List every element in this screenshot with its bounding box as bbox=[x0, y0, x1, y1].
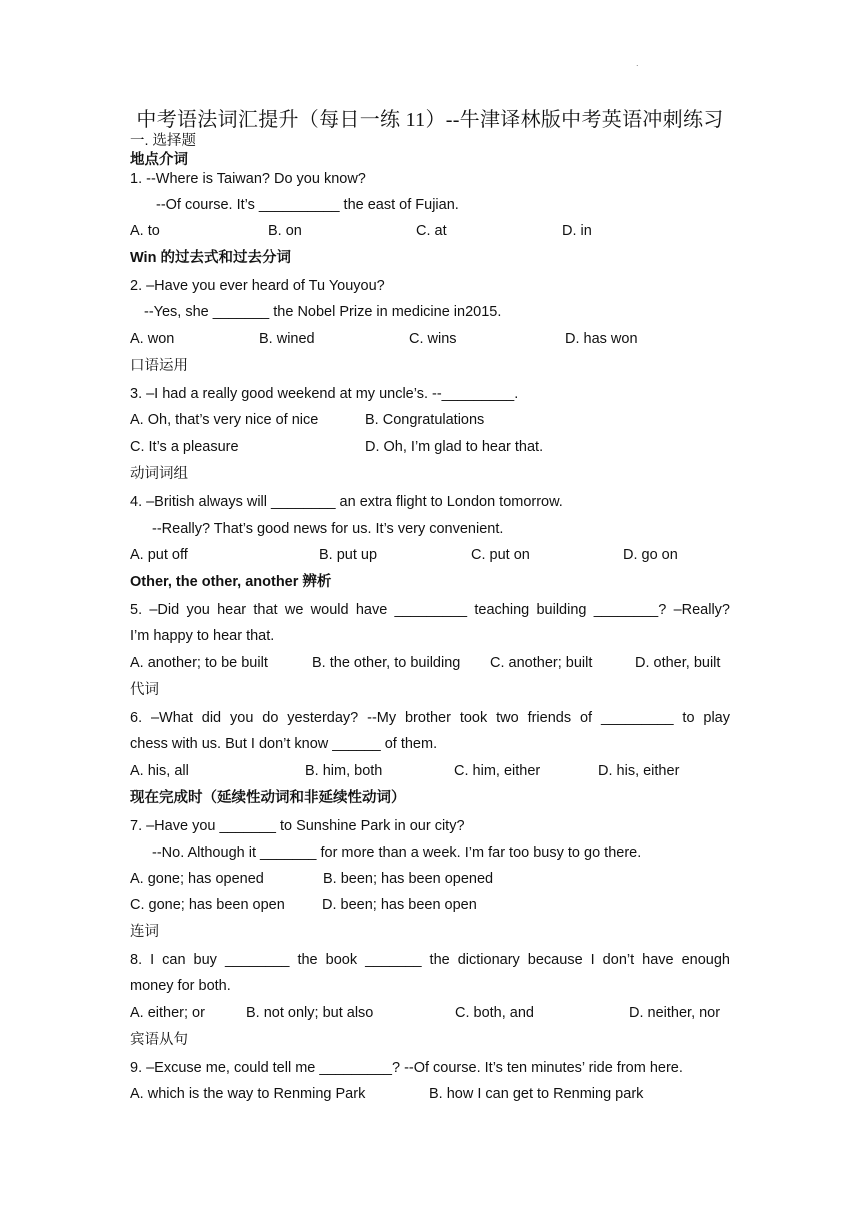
question-stem: 2. –Have you ever heard of Tu Youyou? bbox=[130, 278, 385, 294]
category-heading: Win 的过去式和过去分词 bbox=[130, 250, 291, 266]
answer-option: A. another; to be built bbox=[130, 655, 268, 671]
answer-option: D. neither, nor bbox=[629, 1005, 721, 1021]
question-stem: --Yes, she _______ the Nobel Prize in medicine in2015. bbox=[144, 304, 502, 320]
category-heading: 现在完成时（延续性动词和非延续性动词） bbox=[130, 790, 406, 806]
answer-option: A. which is the way to Renming Park bbox=[130, 1086, 366, 1102]
answer-option: D. other, built bbox=[635, 655, 721, 671]
category-heading: 连词 bbox=[130, 924, 159, 940]
question-stem: 6. –What did you do yesterday? --My brother took two friends of _________ to play bbox=[130, 710, 730, 726]
section-heading: 一. 选择题 bbox=[130, 133, 197, 149]
question-stem: --Of course. It’s __________ the east of Fujian. bbox=[156, 197, 459, 213]
document-title: 中考语法词汇提升（每日一练 11）--牛津译林版中考英语冲刺练习 bbox=[136, 109, 724, 131]
answer-option: A. won bbox=[130, 331, 175, 347]
question-stem: 3. –I had a really good weekend at my uncle’s. --_________. bbox=[130, 386, 519, 402]
category-heading: 地点介词 bbox=[130, 152, 188, 168]
answer-option: A. either; or bbox=[130, 1005, 205, 1021]
answer-option: C. gone; has been open bbox=[130, 897, 285, 913]
answer-option: B. put up bbox=[319, 547, 378, 563]
question-stem: 1. --Where is Taiwan? Do you know? bbox=[130, 171, 366, 187]
answer-option: B. Congratulations bbox=[365, 412, 485, 428]
answer-option: D. go on bbox=[623, 547, 678, 563]
answer-option: C. him, either bbox=[454, 763, 541, 779]
question-stem: --Really? That’s good news for us. It’s very convenient. bbox=[152, 521, 504, 537]
answer-option: C. It’s a pleasure bbox=[130, 439, 239, 455]
answer-option: A. put off bbox=[130, 547, 188, 563]
answer-option: C. both, and bbox=[455, 1005, 534, 1021]
question-stem: 9. –Excuse me, could tell me _________? --Of course. It’s ten minutes’ ride from here. bbox=[130, 1060, 683, 1076]
answer-option: C. at bbox=[416, 223, 447, 239]
question-stem: 8. I can buy ________ the book _______ the dictionary because I don’t have enough bbox=[130, 952, 730, 968]
answer-option: D. in bbox=[562, 223, 592, 239]
answer-option: B. been; has been opened bbox=[323, 871, 494, 887]
answer-option: A. his, all bbox=[130, 763, 189, 779]
answer-option: B. how I can get to Renming park bbox=[429, 1086, 644, 1102]
answer-option: D. has won bbox=[565, 331, 638, 347]
category-heading: Other, the other, another 辨析 bbox=[130, 574, 332, 590]
answer-option: B. wined bbox=[259, 331, 315, 347]
question-stem: chess with us. But I don’t know ______ of them. bbox=[130, 736, 438, 752]
answer-option: B. on bbox=[268, 223, 302, 239]
answer-option: A. to bbox=[130, 223, 160, 239]
answer-option: B. the other, to building bbox=[312, 655, 461, 671]
answer-option: A. Oh, that’s very nice of nice bbox=[130, 412, 319, 428]
question-stem: I’m happy to hear that. bbox=[130, 628, 275, 644]
answer-option: C. another; built bbox=[490, 655, 593, 671]
category-heading: 动词词组 bbox=[130, 466, 188, 482]
answer-option: D. Oh, I’m glad to hear that. bbox=[365, 439, 544, 455]
answer-option: B. him, both bbox=[305, 763, 383, 779]
question-stem: money for both. bbox=[130, 978, 231, 994]
category-heading: 宾语从句 bbox=[130, 1032, 188, 1048]
answer-option: B. not only; but also bbox=[246, 1005, 374, 1021]
answer-option: D. been; has been open bbox=[322, 897, 477, 913]
question-stem: 5. –Did you hear that we would have _________ teaching building ________? –Really? bbox=[130, 602, 730, 618]
question-stem: 7. –Have you _______ to Sunshine Park in our city? bbox=[130, 818, 465, 834]
answer-option: C. put on bbox=[471, 547, 530, 563]
answer-option: D. his, either bbox=[598, 763, 680, 779]
answer-option: A. gone; has opened bbox=[130, 871, 264, 887]
category-heading: 代词 bbox=[130, 682, 159, 698]
question-stem: 4. –British always will ________ an extra flight to London tomorrow. bbox=[130, 494, 563, 510]
category-heading: 口语运用 bbox=[130, 358, 188, 374]
answer-option: C. wins bbox=[409, 331, 457, 347]
page-mark: . bbox=[636, 58, 639, 68]
question-stem: --No. Although it _______ for more than a week. I’m far too busy to go there. bbox=[152, 845, 642, 861]
